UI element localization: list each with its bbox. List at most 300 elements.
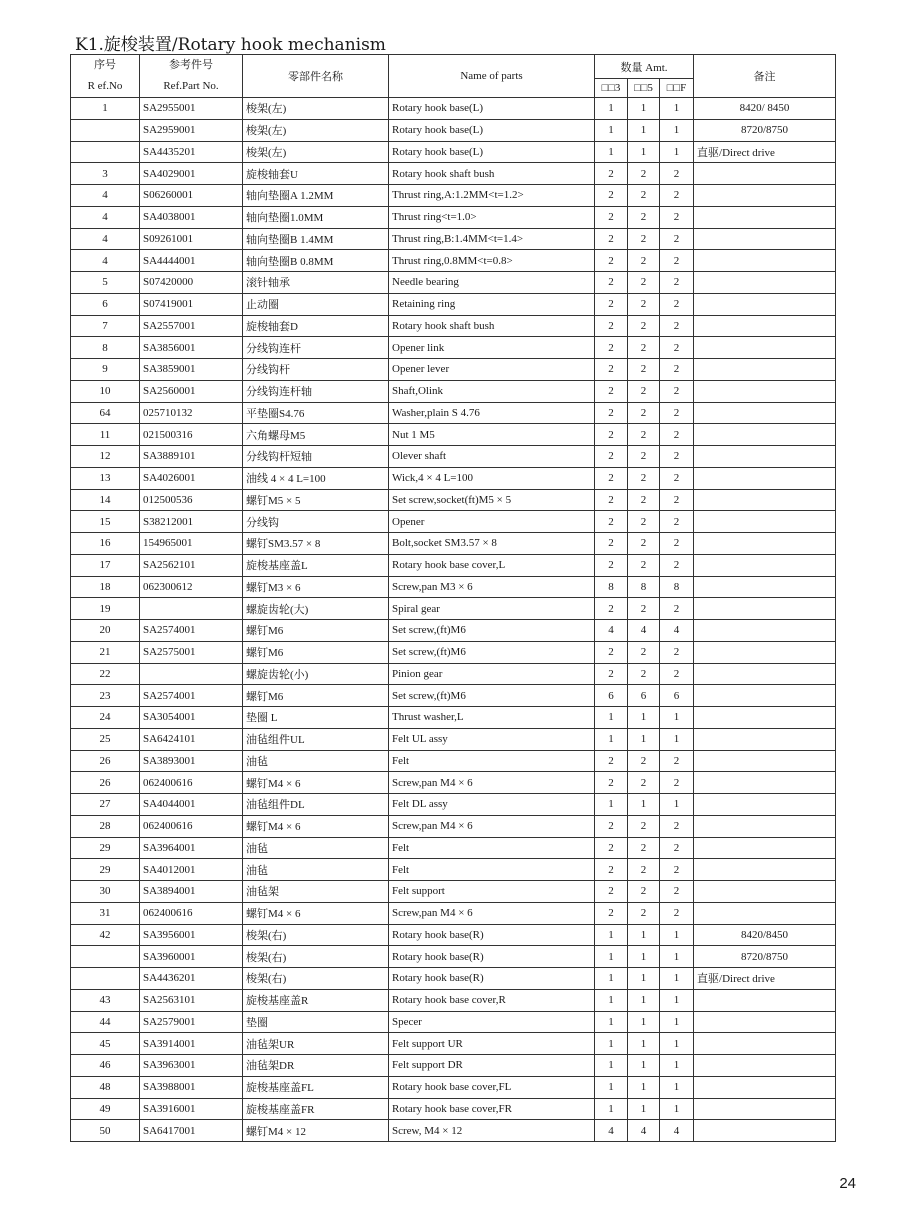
name-en-cell: Washer,plain S 4.76	[389, 402, 595, 424]
table-row	[71, 489, 836, 511]
remark-cell	[694, 359, 836, 381]
table-row	[71, 989, 836, 1011]
qty-model-3-cell: 4	[595, 620, 628, 642]
part-no-cell: SA2574001	[140, 685, 243, 707]
name-cn-cell: 轴向垫圈1.0MM	[243, 206, 389, 228]
remark-cell	[694, 424, 836, 446]
name-cn-cell: 梭架(左)	[243, 141, 389, 163]
part-no-cell: SA2579001	[140, 1011, 243, 1033]
remark-cell	[694, 511, 836, 533]
table-row	[71, 250, 836, 272]
remark-cell	[694, 206, 836, 228]
qty-model-f-cell: 1	[660, 98, 694, 120]
qty-model-5-cell: 1	[628, 98, 660, 120]
qty-model-5-cell: 1	[628, 1011, 660, 1033]
part-no-cell: SA2959001	[140, 119, 243, 141]
name-en-cell: Set screw,socket(ft)M5 × 5	[389, 489, 595, 511]
header-ref-no	[71, 55, 140, 98]
ref-no-cell	[71, 946, 140, 968]
name-cn-cell: 旋梭基座盖FL	[243, 1076, 389, 1098]
remark-cell	[694, 750, 836, 772]
table-row	[71, 707, 836, 729]
qty-model-f-cell: 1	[660, 1098, 694, 1120]
part-no-cell: SA4436201	[140, 968, 243, 990]
remark-cell	[694, 598, 836, 620]
qty-model-5-cell: 1	[628, 968, 660, 990]
table-row	[71, 141, 836, 163]
part-no-cell: 025710132	[140, 402, 243, 424]
ref-no-cell: 11	[71, 424, 140, 446]
header-remark: 备注	[694, 55, 836, 98]
name-en-cell: Olever shaft	[389, 446, 595, 468]
qty-model-f-cell: 2	[660, 380, 694, 402]
remark-cell	[694, 250, 836, 272]
qty-model-f-cell: 1	[660, 924, 694, 946]
ref-no-cell: 14	[71, 489, 140, 511]
table-row	[71, 511, 836, 533]
qty-model-5-cell: 2	[628, 663, 660, 685]
table-row	[71, 293, 836, 315]
part-no-cell: SA3956001	[140, 924, 243, 946]
qty-model-5-cell: 2	[628, 446, 660, 468]
name-en-cell: Rotary hook base(R)	[389, 968, 595, 990]
qty-model-f-cell: 1	[660, 119, 694, 141]
qty-model-f-cell: 2	[660, 489, 694, 511]
qty-model-3-cell: 2	[595, 272, 628, 294]
table-header	[71, 55, 836, 98]
name-cn-cell: 旋梭轴套D	[243, 315, 389, 337]
qty-model-3-cell: 1	[595, 707, 628, 729]
ref-no-cell: 44	[71, 1011, 140, 1033]
qty-model-3-cell: 2	[595, 467, 628, 489]
ref-no-cell: 20	[71, 620, 140, 642]
table-row	[71, 554, 836, 576]
table-row	[71, 380, 836, 402]
ref-no-cell: 31	[71, 902, 140, 924]
qty-model-f-cell: 2	[660, 772, 694, 794]
qty-model-3-cell: 2	[595, 250, 628, 272]
qty-model-5-cell: 2	[628, 511, 660, 533]
qty-model-f-cell: 2	[660, 228, 694, 250]
qty-model-f-cell: 1	[660, 968, 694, 990]
qty-model-f-cell: 2	[660, 250, 694, 272]
table-row	[71, 119, 836, 141]
qty-model-5-cell: 2	[628, 402, 660, 424]
qty-model-3-cell: 1	[595, 1098, 628, 1120]
part-no-cell: SA4444001	[140, 250, 243, 272]
qty-model-f-cell: 1	[660, 1033, 694, 1055]
part-no-cell: 062400616	[140, 902, 243, 924]
name-cn-cell: 分线钩连杆轴	[243, 380, 389, 402]
ref-no-cell: 1	[71, 98, 140, 120]
ref-no-cell: 28	[71, 815, 140, 837]
qty-model-5-cell: 2	[628, 554, 660, 576]
name-en-cell: Rotary hook shaft bush	[389, 315, 595, 337]
name-cn-cell: 旋梭轴套U	[243, 163, 389, 185]
table-row	[71, 533, 836, 555]
qty-model-f-cell: 2	[660, 598, 694, 620]
ref-no-cell: 10	[71, 380, 140, 402]
part-no-cell: S06260001	[140, 185, 243, 207]
qty-model-3-cell: 2	[595, 598, 628, 620]
table-row	[71, 728, 836, 750]
name-cn-cell: 止动圈	[243, 293, 389, 315]
qty-model-f-cell: 1	[660, 141, 694, 163]
remark-cell: 直驱/Direct drive	[694, 968, 836, 990]
name-en-cell: Wick,4 × 4 L=100	[389, 467, 595, 489]
part-no-cell: SA2574001	[140, 620, 243, 642]
remark-cell	[694, 902, 836, 924]
qty-model-3-cell: 1	[595, 1076, 628, 1098]
qty-model-5-cell: 1	[628, 141, 660, 163]
qty-model-3-cell: 1	[595, 968, 628, 990]
table-row	[71, 772, 836, 794]
ref-no-cell: 18	[71, 576, 140, 598]
qty-model-f-cell: 2	[660, 359, 694, 381]
part-no-cell: SA4029001	[140, 163, 243, 185]
qty-model-f-cell: 2	[660, 402, 694, 424]
remark-cell	[694, 815, 836, 837]
part-no-cell: SA4026001	[140, 467, 243, 489]
name-cn-cell: 滚针轴承	[243, 272, 389, 294]
part-no-cell: S09261001	[140, 228, 243, 250]
ref-no-cell: 8	[71, 337, 140, 359]
name-en-cell: Bolt,socket SM3.57 × 8	[389, 533, 595, 555]
table-row	[71, 881, 836, 903]
remark-cell	[694, 794, 836, 816]
ref-no-cell: 16	[71, 533, 140, 555]
part-no-cell: SA3054001	[140, 707, 243, 729]
ref-no-cell: 6	[71, 293, 140, 315]
qty-model-f-cell: 2	[660, 902, 694, 924]
name-cn-cell: 油毡	[243, 750, 389, 772]
qty-model-3-cell: 2	[595, 185, 628, 207]
remark-cell	[694, 620, 836, 642]
qty-model-f-cell: 2	[660, 446, 694, 468]
table-row	[71, 641, 836, 663]
qty-model-3-cell: 1	[595, 924, 628, 946]
table-row	[71, 815, 836, 837]
name-cn-cell: 油毡架	[243, 881, 389, 903]
table-row	[71, 1098, 836, 1120]
ref-no-cell: 17	[71, 554, 140, 576]
qty-model-5-cell: 2	[628, 598, 660, 620]
name-en-cell: Felt DL assy	[389, 794, 595, 816]
qty-model-5-cell: 4	[628, 620, 660, 642]
name-cn-cell: 梭架(右)	[243, 968, 389, 990]
table-row	[71, 902, 836, 924]
name-en-cell: Retaining ring	[389, 293, 595, 315]
remark-cell	[694, 467, 836, 489]
ref-no-cell: 24	[71, 707, 140, 729]
qty-model-f-cell: 2	[660, 185, 694, 207]
qty-model-3-cell: 2	[595, 641, 628, 663]
name-cn-cell: 旋梭基座盖FR	[243, 1098, 389, 1120]
name-en-cell: Thrust ring,0.8MM<t=0.8>	[389, 250, 595, 272]
qty-model-3-cell: 2	[595, 902, 628, 924]
name-en-cell: Shaft,Olink	[389, 380, 595, 402]
table-row	[71, 424, 836, 446]
part-no-cell: SA6417001	[140, 1120, 243, 1142]
qty-model-5-cell: 1	[628, 1055, 660, 1077]
ref-no-cell: 12	[71, 446, 140, 468]
name-en-cell: Spiral gear	[389, 598, 595, 620]
name-en-cell: Opener lever	[389, 359, 595, 381]
table-row	[71, 402, 836, 424]
table-row	[71, 924, 836, 946]
qty-model-3-cell: 2	[595, 511, 628, 533]
ref-no-cell: 4	[71, 250, 140, 272]
qty-model-f-cell: 4	[660, 1120, 694, 1142]
name-en-cell: Rotary hook base cover,FR	[389, 1098, 595, 1120]
ref-no-cell: 5	[71, 272, 140, 294]
qty-model-5-cell: 1	[628, 989, 660, 1011]
name-cn-cell: 轴向垫圈A 1.2MM	[243, 185, 389, 207]
header-partno-en: Ref.Part No.	[163, 80, 219, 92]
name-en-cell: Rotary hook base cover,FL	[389, 1076, 595, 1098]
qty-model-f-cell: 2	[660, 206, 694, 228]
part-no-cell: SA4012001	[140, 859, 243, 881]
name-cn-cell: 分线钩连杆	[243, 337, 389, 359]
qty-model-f-cell: 2	[660, 859, 694, 881]
part-no-cell: SA3894001	[140, 881, 243, 903]
qty-model-5-cell: 2	[628, 881, 660, 903]
qty-model-3-cell: 1	[595, 1055, 628, 1077]
name-cn-cell: 平垫圈S4.76	[243, 402, 389, 424]
part-no-cell: S38212001	[140, 511, 243, 533]
remark-cell	[694, 989, 836, 1011]
qty-model-5-cell: 2	[628, 337, 660, 359]
qty-model-f-cell: 2	[660, 881, 694, 903]
qty-model-5-cell: 8	[628, 576, 660, 598]
remark-cell	[694, 163, 836, 185]
qty-model-5-cell: 2	[628, 815, 660, 837]
remark-cell	[694, 337, 836, 359]
qty-model-3-cell: 2	[595, 359, 628, 381]
qty-model-5-cell: 2	[628, 467, 660, 489]
name-en-cell: Felt support UR	[389, 1033, 595, 1055]
ref-no-cell: 25	[71, 728, 140, 750]
qty-model-3-cell: 2	[595, 815, 628, 837]
remark-cell: 8420/ 8450	[694, 98, 836, 120]
table-row	[71, 750, 836, 772]
name-en-cell: Rotary hook base(L)	[389, 98, 595, 120]
ref-no-cell: 29	[71, 859, 140, 881]
name-cn-cell: 分线钩杆	[243, 359, 389, 381]
name-cn-cell: 垫圈 L	[243, 707, 389, 729]
ref-no-cell: 4	[71, 185, 140, 207]
table-row	[71, 206, 836, 228]
name-en-cell: Felt	[389, 837, 595, 859]
ref-no-cell: 19	[71, 598, 140, 620]
name-en-cell: Opener	[389, 511, 595, 533]
part-no-cell: SA2557001	[140, 315, 243, 337]
header-name-en: Name of parts	[389, 55, 595, 98]
table-row	[71, 315, 836, 337]
part-no-cell: S07420000	[140, 272, 243, 294]
name-en-cell: Screw,pan M4 × 6	[389, 772, 595, 794]
qty-model-f-cell: 2	[660, 293, 694, 315]
qty-model-3-cell: 1	[595, 1033, 628, 1055]
qty-model-f-cell: 1	[660, 989, 694, 1011]
name-cn-cell: 螺钉M5 × 5	[243, 489, 389, 511]
name-cn-cell: 垫圈	[243, 1011, 389, 1033]
qty-model-3-cell: 2	[595, 489, 628, 511]
part-no-cell: SA2575001	[140, 641, 243, 663]
name-en-cell: Felt UL assy	[389, 728, 595, 750]
qty-model-f-cell: 1	[660, 1076, 694, 1098]
ref-no-cell: 48	[71, 1076, 140, 1098]
part-no-cell: SA3964001	[140, 837, 243, 859]
ref-no-cell: 50	[71, 1120, 140, 1142]
name-en-cell: Felt	[389, 750, 595, 772]
remark-cell	[694, 554, 836, 576]
table-row	[71, 968, 836, 990]
name-cn-cell: 梭架(右)	[243, 924, 389, 946]
remark-cell	[694, 1055, 836, 1077]
qty-model-5-cell: 2	[628, 641, 660, 663]
name-cn-cell: 旋梭基座盖R	[243, 989, 389, 1011]
qty-model-f-cell: 1	[660, 794, 694, 816]
part-no-cell: SA3988001	[140, 1076, 243, 1098]
remark-cell	[694, 772, 836, 794]
part-no-cell	[140, 598, 243, 620]
qty-model-f-cell: 8	[660, 576, 694, 598]
name-en-cell: Rotary hook base cover,L	[389, 554, 595, 576]
remark-cell	[694, 859, 836, 881]
qty-model-5-cell: 2	[628, 424, 660, 446]
ref-no-cell: 42	[71, 924, 140, 946]
name-en-cell: Rotary hook shaft bush	[389, 163, 595, 185]
table-row	[71, 598, 836, 620]
qty-model-3-cell: 2	[595, 533, 628, 555]
name-cn-cell: 油毡架UR	[243, 1033, 389, 1055]
qty-model-f-cell: 1	[660, 946, 694, 968]
qty-model-3-cell: 1	[595, 728, 628, 750]
part-no-cell: 012500536	[140, 489, 243, 511]
ref-no-cell: 21	[71, 641, 140, 663]
name-en-cell: Thrust ring<t=1.0>	[389, 206, 595, 228]
ref-no-cell: 27	[71, 794, 140, 816]
header-partno-cn: 参考件号	[169, 59, 213, 71]
qty-model-5-cell: 1	[628, 946, 660, 968]
name-cn-cell: 油线 4 × 4 L=100	[243, 467, 389, 489]
name-cn-cell: 旋梭基座盖L	[243, 554, 389, 576]
remark-cell	[694, 641, 836, 663]
qty-model-f-cell: 6	[660, 685, 694, 707]
qty-model-5-cell: 2	[628, 315, 660, 337]
page-number: 24	[839, 1175, 856, 1192]
name-cn-cell: 油毡	[243, 837, 389, 859]
qty-model-5-cell: 1	[628, 1098, 660, 1120]
remark-cell	[694, 380, 836, 402]
remark-cell	[694, 576, 836, 598]
name-cn-cell: 梭架(左)	[243, 98, 389, 120]
qty-model-3-cell: 2	[595, 772, 628, 794]
part-no-cell: SA3914001	[140, 1033, 243, 1055]
table-row	[71, 337, 836, 359]
part-no-cell: SA2955001	[140, 98, 243, 120]
qty-model-5-cell: 1	[628, 707, 660, 729]
qty-model-5-cell: 2	[628, 293, 660, 315]
name-cn-cell: 梭架(右)	[243, 946, 389, 968]
qty-model-f-cell: 2	[660, 641, 694, 663]
remark-cell	[694, 837, 836, 859]
part-no-cell: SA3856001	[140, 337, 243, 359]
remark-cell	[694, 446, 836, 468]
table-row	[71, 163, 836, 185]
parts-table	[70, 54, 836, 1142]
qty-model-f-cell: 1	[660, 1055, 694, 1077]
name-en-cell: Specer	[389, 1011, 595, 1033]
name-en-cell: Rotary hook base cover,R	[389, 989, 595, 1011]
qty-model-3-cell: 2	[595, 881, 628, 903]
table-row	[71, 359, 836, 381]
qty-model-5-cell: 2	[628, 359, 660, 381]
table-row	[71, 620, 836, 642]
qty-model-3-cell: 1	[595, 119, 628, 141]
name-en-cell: Felt	[389, 859, 595, 881]
name-en-cell: Nut 1 M5	[389, 424, 595, 446]
remark-cell	[694, 185, 836, 207]
qty-model-f-cell: 2	[660, 337, 694, 359]
qty-model-3-cell: 2	[595, 337, 628, 359]
table-row	[71, 859, 836, 881]
name-en-cell: Thrust ring,A:1.2MM<t=1.2>	[389, 185, 595, 207]
table-row	[71, 1055, 836, 1077]
remark-cell	[694, 1098, 836, 1120]
table-row	[71, 685, 836, 707]
name-en-cell: Rotary hook base(L)	[389, 141, 595, 163]
part-no-cell: SA4038001	[140, 206, 243, 228]
remark-cell: 直驱/Direct drive	[694, 141, 836, 163]
name-en-cell: Screw,pan M4 × 6	[389, 902, 595, 924]
header-amount-model-3: □□3	[595, 79, 628, 98]
table-row	[71, 1033, 836, 1055]
qty-model-f-cell: 2	[660, 554, 694, 576]
qty-model-3-cell: 2	[595, 859, 628, 881]
part-no-cell: 062400616	[140, 815, 243, 837]
qty-model-f-cell: 2	[660, 467, 694, 489]
qty-model-3-cell: 2	[595, 380, 628, 402]
remark-cell	[694, 1076, 836, 1098]
qty-model-5-cell: 2	[628, 250, 660, 272]
qty-model-f-cell: 2	[660, 511, 694, 533]
ref-no-cell: 13	[71, 467, 140, 489]
qty-model-3-cell: 1	[595, 946, 628, 968]
table-body	[71, 98, 836, 1142]
remark-cell: 8720/8750	[694, 119, 836, 141]
name-cn-cell: 六角螺母M5	[243, 424, 389, 446]
page-title: K1.旋梭装置/Rotary hook mechanism	[75, 35, 386, 55]
name-cn-cell: 螺钉M6	[243, 685, 389, 707]
name-en-cell: Felt support	[389, 881, 595, 903]
ref-no-cell: 23	[71, 685, 140, 707]
qty-model-5-cell: 2	[628, 533, 660, 555]
name-en-cell: Opener link	[389, 337, 595, 359]
remark-cell	[694, 533, 836, 555]
ref-no-cell	[71, 119, 140, 141]
header-ref-en: R ef.No	[87, 80, 123, 92]
remark-cell	[694, 315, 836, 337]
name-cn-cell: 螺钉M3 × 6	[243, 576, 389, 598]
qty-model-5-cell: 1	[628, 924, 660, 946]
table-row	[71, 1011, 836, 1033]
qty-model-5-cell: 1	[628, 119, 660, 141]
header-ref-cn: 序号	[94, 59, 116, 71]
qty-model-f-cell: 4	[660, 620, 694, 642]
header-amount: 数量 Amt.	[595, 55, 694, 79]
